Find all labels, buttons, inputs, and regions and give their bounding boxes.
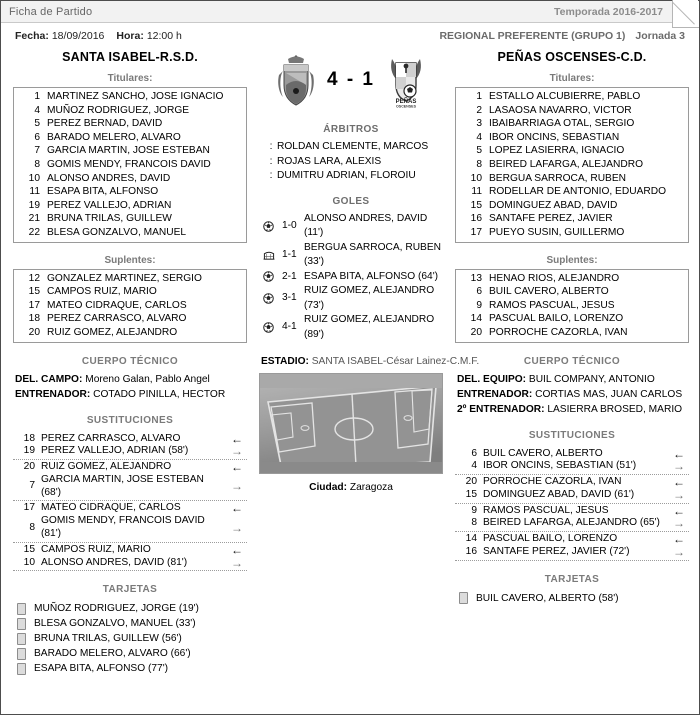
card-player: BUIL CAVERO, ALBERTO (58') [476, 592, 619, 604]
referee-colon: : [269, 170, 273, 181]
list-item [456, 285, 688, 299]
list-item [456, 90, 688, 104]
player-number: 10 [28, 172, 40, 184]
substitution-pair [455, 532, 689, 561]
yellow-card-icon [17, 633, 26, 645]
arrow-out-icon: → [231, 479, 243, 494]
player-name: SANTAFE PEREZ, JAVIER [489, 213, 613, 225]
player-name: PEREZ VALLEJO, ADRIAN (58') [41, 445, 189, 457]
staff-name: Moreno Galan, Pablo Angel [85, 373, 210, 385]
arrow-out-icon: → [231, 520, 243, 535]
player-name: BEIRED LAFARGA, ALEJANDRO (65') [483, 517, 660, 529]
player-name: GARCIA MARTIN, JOSE ESTEBAN (68') [41, 473, 204, 498]
svg-text:PEÑAS: PEÑAS [395, 99, 417, 105]
player-number: 20 [465, 476, 477, 488]
goal-scorer: BERGUA SARROCA, RUBEN (33') [304, 241, 441, 267]
goals-list [259, 212, 443, 343]
player-number: 15 [470, 199, 482, 211]
player-name: GOMIS MENDY, FRANCOIS DAVID (81') [41, 515, 205, 540]
player-name: GARCIA MARTIN, JOSE ESTEBAN [47, 145, 210, 157]
substitution-out-row [455, 460, 689, 473]
player-name: IBAIBARRIAGA OTAL, SERGIO [489, 118, 635, 130]
substitution-pair [13, 460, 247, 501]
player-name: RAMOS PASCUAL, JESUS [483, 504, 609, 516]
player-number: 13 [470, 272, 482, 284]
substitution-in-row [455, 476, 689, 489]
home-subs-label: Suplentes: [104, 254, 156, 266]
substitution-pair [455, 475, 689, 504]
substitution-out-row [13, 445, 247, 458]
staff-role: DEL. CAMPO: [15, 373, 83, 385]
list-item [456, 104, 688, 118]
substitution-out-row [13, 515, 247, 541]
list-item [14, 172, 246, 186]
referee-colon: : [269, 141, 273, 152]
yellow-card-icon [17, 618, 26, 630]
player-name: BEIRED LAFARGA, ALEJANDRO [489, 158, 643, 170]
list-item [456, 312, 688, 326]
soccer-ball-icon [263, 293, 277, 304]
substitution-pair [13, 501, 247, 542]
substitution-in-row [13, 544, 247, 557]
goal-scorer: ALONSO ANDRES, DAVID (11') [304, 212, 428, 238]
list-item [456, 212, 688, 226]
arrow-in-icon: ← [231, 501, 243, 516]
player-number: 8 [34, 158, 40, 170]
away-team-name: PEÑAS OSCENSES-C.D. [497, 50, 647, 64]
away-starters-list [455, 87, 689, 243]
player-number: 6 [471, 447, 477, 459]
list-item [14, 285, 246, 299]
card-player: BARADO MELERO, ALVARO (66') [34, 648, 191, 660]
player-name: LOPEZ LASIERRA, IGNACIO [489, 145, 625, 157]
player-name: LASAOSA NAVARRO, VICTOR [489, 104, 632, 116]
player-number: 15 [465, 488, 477, 500]
staff-role: DEL. EQUIPO: [457, 373, 527, 385]
city-info [259, 482, 443, 493]
player-name: ALONSO ANDRES, DAVID (81') [41, 556, 188, 568]
away-staff-row [449, 403, 695, 417]
stadium-info [259, 356, 480, 367]
substitution-out-row [455, 546, 689, 559]
player-number: 17 [23, 502, 35, 514]
player-name: BUIL CAVERO, ALBERTO [489, 286, 609, 298]
player-number: 9 [471, 504, 477, 516]
staff-name: COTADO PINILLA, HECTOR [93, 388, 226, 400]
stadium-label: ESTADIO: [261, 356, 309, 367]
list-item [456, 226, 688, 240]
list-item [17, 616, 243, 631]
player-name: BRUNA TRILAS, GUILLEW [47, 213, 172, 225]
list-item [14, 226, 246, 240]
player-name: MATEO CIDRAQUE, CARLOS [47, 299, 187, 311]
soccer-ball-icon [263, 322, 277, 333]
player-name: MATEO CIDRAQUE, CARLOS [41, 502, 181, 514]
list-item [14, 272, 246, 286]
player-number: 2 [476, 104, 482, 116]
list-item [17, 631, 243, 646]
home-substitutions-title: SUSTITUCIONES [86, 414, 174, 426]
referees-list [259, 140, 443, 184]
arrow-in-icon: ← [231, 460, 243, 475]
player-number: 8 [471, 517, 477, 529]
score-row [259, 48, 443, 112]
away-staff-row [449, 373, 695, 387]
list-item [263, 212, 443, 241]
substitution-in-row [455, 505, 689, 518]
away-substitutions-list [455, 447, 689, 561]
soccer-ball-icon [263, 271, 277, 282]
list-item [456, 117, 688, 131]
arrow-in-icon: ← [673, 532, 685, 547]
yellow-card-icon [17, 603, 26, 615]
yellow-card-icon [17, 648, 26, 660]
away-substitutions-title: SUSTITUCIONES [528, 429, 616, 441]
player-number: 17 [28, 299, 40, 311]
substitution-pair [13, 543, 247, 572]
player-number: 19 [23, 445, 35, 457]
goal-scorer: ESAPA BITA, ALFONSO (64') [304, 270, 439, 282]
player-name: DOMINGUEZ ABAD, DAVID [489, 199, 618, 211]
goal-score: 4-1 [282, 321, 297, 333]
list-item [263, 270, 443, 285]
list-item [456, 131, 688, 145]
home-starters-label: Titulares: [107, 73, 153, 84]
arrow-out-icon: → [673, 487, 685, 502]
list-item [263, 241, 443, 270]
list-item [265, 169, 443, 184]
substitution-pair [455, 504, 689, 533]
player-name: BLESA GONZALVO, MANUEL [47, 226, 187, 238]
corner-fold-line [672, 1, 699, 28]
player-number: 7 [34, 145, 40, 157]
player-number: 16 [470, 213, 482, 225]
player-name: PORROCHE CAZORLA, IVAN [489, 326, 628, 338]
list-item [456, 272, 688, 286]
time-label: Hora: [116, 30, 144, 42]
player-number: 17 [470, 226, 482, 238]
player-name: BUIL CAVERO, ALBERTO [483, 447, 603, 459]
substitution-in-row [13, 502, 247, 515]
player-number: 12 [28, 272, 40, 284]
arrow-out-icon: → [231, 555, 243, 570]
list-item [14, 131, 246, 145]
away-staff-row [449, 388, 695, 402]
substitution-in-row [13, 433, 247, 446]
player-number: 5 [34, 118, 40, 130]
arrow-in-icon: ← [673, 475, 685, 490]
city-label: Ciudad: [309, 482, 348, 493]
list-item [456, 158, 688, 172]
player-number: 1 [34, 91, 40, 102]
list-item [14, 199, 246, 213]
arrow-out-icon: → [673, 459, 685, 474]
list-item [14, 144, 246, 158]
score-display: 4 - 1 [326, 69, 376, 90]
player-number: 10 [470, 172, 482, 184]
goal-scorer: RUIZ GOMEZ, ALEJANDRO (89') [304, 314, 435, 340]
home-team-name: SANTA ISABEL-R.S.D. [62, 50, 198, 64]
season-label: Temporada 2016-2017 [554, 5, 663, 18]
list-item [456, 185, 688, 199]
player-name: RUIZ GOMEZ, ALEJANDRO [41, 461, 172, 473]
substitution-pair [13, 432, 247, 461]
list-item [14, 90, 246, 104]
player-name: ESTALLO ALCUBIERRE, PABLO [489, 91, 641, 102]
referee-colon: : [269, 155, 273, 167]
page-title: Ficha de Partido [9, 5, 93, 18]
player-name: ALONSO ANDRES, DAVID [47, 172, 171, 184]
city-name: Zaragoza [349, 482, 393, 493]
player-number: 11 [29, 186, 40, 198]
player-name: ESAPA BITA, ALFONSO [47, 186, 159, 198]
player-number: 7 [29, 480, 35, 492]
player-name: GOMIS MENDY, FRANCOIS DAVID [47, 158, 211, 170]
goal-scorer: RUIZ GOMEZ, ALEJANDRO (73') [304, 285, 435, 311]
player-number: 20 [23, 461, 35, 473]
list-item [17, 601, 243, 616]
list-item [14, 326, 246, 340]
list-item [265, 140, 443, 155]
time-value: 12:00 h [146, 30, 182, 42]
player-name: HENAO RIOS, ALEJANDRO [489, 272, 620, 284]
player-number: 4 [34, 104, 40, 116]
list-item [14, 312, 246, 326]
substitution-in-row [455, 533, 689, 546]
list-item [17, 661, 243, 676]
away-subs-label: Suplentes: [546, 254, 598, 266]
player-number: 22 [28, 226, 40, 238]
goal-score: 3-1 [282, 292, 297, 304]
goal-score: 1-0 [282, 219, 297, 231]
home-team-column [7, 42, 253, 676]
player-name: RUIZ GOMEZ, ALEJANDRO [47, 326, 178, 338]
away-cards-list [459, 591, 685, 606]
arrow-in-icon: ← [673, 446, 685, 461]
player-number: 1 [476, 91, 482, 102]
player-name: PORROCHE CAZORLA, IVAN [483, 476, 622, 488]
list-item [456, 299, 688, 313]
player-name: IBOR ONCINS, SEBASTIAN (51') [483, 460, 637, 472]
player-number: 15 [23, 543, 35, 555]
arrow-in-icon: ← [673, 503, 685, 518]
referee-name: ROLDAN CLEMENTE, MARCOS [277, 141, 429, 152]
player-number: 11 [471, 186, 482, 198]
arrow-out-icon: → [673, 545, 685, 560]
referee-name: DUMITRU ADRIAN, FLOROIU [277, 170, 416, 181]
home-staff-row [7, 388, 253, 402]
player-name: PEREZ CARRASCO, ALVARO [41, 432, 181, 444]
player-name: PEREZ BERNAD, DAVID [47, 118, 163, 130]
card-player: BRUNA TRILAS, GUILLEW (56') [34, 633, 182, 645]
window-header [1, 1, 699, 23]
competition-info [439, 30, 685, 42]
card-player: ESAPA BITA, ALFONSO (77') [34, 663, 169, 675]
soccer-ball-icon [263, 221, 277, 232]
player-name: PEREZ CARRASCO, ALVARO [47, 313, 187, 325]
player-name: CAMPOS RUIZ, MARIO [47, 286, 157, 298]
player-number: 20 [28, 326, 40, 338]
player-number: 6 [34, 131, 40, 143]
yellow-card-icon [459, 592, 468, 604]
goal-net-icon [263, 250, 277, 261]
sheet-body [1, 42, 699, 676]
matchday-label: Jornada 3 [635, 30, 685, 42]
competition-name: REGIONAL PREFERENTE (GRUPO 1) [439, 30, 626, 42]
home-cards-list [17, 601, 243, 676]
list-item [17, 646, 243, 661]
date-label: Fecha: [15, 30, 49, 42]
player-name: MARTINEZ SANCHO, JOSE IGNACIO [47, 91, 224, 102]
santa-isabel-crest [273, 51, 319, 109]
referee-name: ROJAS LARA, ALEXIS [277, 155, 382, 167]
referees-title: ÁRBITROS [323, 124, 379, 135]
staff-role: 2º ENTRENADOR: [457, 403, 545, 415]
home-staff-title: CUERPO TÉCNICO [81, 355, 179, 367]
player-number: 9 [476, 299, 482, 311]
staff-role: ENTRENADOR: [15, 388, 91, 400]
goal-score: 1-1 [282, 248, 297, 260]
player-number: 14 [470, 313, 482, 325]
list-item [14, 185, 246, 199]
player-name: SANTAFE PEREZ, JAVIER (72') [483, 546, 630, 558]
home-substitutions-list [13, 432, 247, 572]
stadium-name: SANTA ISABEL-César Lainez-C.M.F. [311, 356, 480, 367]
home-subs-list [13, 269, 247, 343]
player-name: MUÑOZ RODRIGUEZ, JORGE [47, 104, 190, 116]
player-name: BERGUA SARROCA, RUBEN [489, 172, 626, 184]
arrow-out-icon: → [231, 444, 243, 459]
card-player: MUÑOZ RODRIGUEZ, JORGE (19') [34, 603, 199, 615]
player-name: PEREZ VALLEJO, ADRIAN [47, 199, 172, 211]
substitution-pair [455, 447, 689, 476]
substitution-in-row [13, 461, 247, 474]
match-meta [1, 23, 699, 42]
staff-name: LASIERRA BROSED, MARIO [547, 403, 683, 415]
player-name: DOMINGUEZ ABAD, DAVID (61') [483, 488, 635, 500]
goal-score: 2-1 [282, 270, 297, 282]
list-item [14, 299, 246, 313]
away-cards-title: TARJETAS [544, 573, 600, 585]
player-name: CAMPOS RUIZ, MARIO [41, 543, 151, 555]
player-number: 18 [28, 313, 40, 325]
player-name: PASCUAL BAILO, LORENZO [483, 533, 618, 545]
player-number: 20 [470, 326, 482, 338]
player-name: IBOR ONCINS, SEBASTIAN [489, 131, 620, 143]
list-item [14, 158, 246, 172]
player-name: RAMOS PASCUAL, JESUS [489, 299, 615, 311]
substitution-out-row [455, 517, 689, 530]
staff-name: CORTIAS MAS, JUAN CARLOS [535, 388, 683, 400]
player-number: 10 [23, 556, 35, 568]
player-number: 3 [476, 118, 482, 130]
list-item [263, 284, 443, 313]
away-subs-list [455, 269, 689, 343]
substitution-out-row [13, 474, 247, 500]
player-number: 14 [465, 533, 477, 545]
list-item [456, 326, 688, 340]
player-number: 4 [471, 460, 477, 472]
yellow-card-icon [17, 663, 26, 675]
away-staff-title: CUERPO TÉCNICO [523, 355, 621, 367]
player-name: PUEYO SUSIN, GUILLERMO [489, 226, 625, 238]
list-item [263, 313, 443, 342]
player-name: BARADO MELERO, ALVARO [47, 131, 181, 143]
player-name: PASCUAL BAILO, LORENZO [489, 313, 624, 325]
player-number: 18 [23, 432, 35, 444]
staff-name: BUIL COMPANY, ANTONIO [528, 373, 655, 385]
player-number: 16 [465, 546, 477, 558]
list-item [456, 144, 688, 158]
date-value: 18/09/2016 [51, 30, 105, 42]
player-number: 15 [28, 286, 40, 298]
svg-text:OSCENSES: OSCENSES [396, 104, 417, 109]
list-item [456, 172, 688, 186]
home-staff-row [7, 373, 253, 387]
list-item [14, 117, 246, 131]
arrow-out-icon: → [673, 516, 685, 531]
substitution-out-row [455, 489, 689, 502]
list-item [456, 199, 688, 213]
player-number: 8 [29, 521, 35, 533]
away-starters-label: Titulares: [549, 73, 595, 84]
player-number: 6 [476, 286, 482, 298]
substitution-in-row [455, 448, 689, 461]
penas-oscenses-crest [383, 51, 429, 109]
date-time-info [15, 30, 194, 42]
card-player: BLESA GONZALVO, MANUEL (33') [34, 618, 196, 630]
list-item [459, 591, 685, 606]
list-item [14, 212, 246, 226]
home-cards-title: TARJETAS [102, 584, 158, 596]
player-name: RODELLAR DE ANTONIO, EDUARDO [489, 186, 666, 198]
goals-title: GOLES [332, 195, 370, 207]
player-number: 8 [476, 158, 482, 170]
arrow-in-icon: ← [231, 431, 243, 446]
player-number: 19 [28, 199, 40, 211]
player-name: GONZALEZ MARTINEZ, SERGIO [47, 272, 202, 284]
home-starters-list [13, 87, 247, 243]
stadium-photo [259, 373, 443, 474]
staff-role: ENTRENADOR: [457, 388, 533, 400]
player-number: 4 [476, 131, 482, 143]
arrow-in-icon: ← [231, 542, 243, 557]
away-team-column [449, 42, 695, 606]
substitution-out-row [13, 557, 247, 570]
list-item [265, 155, 443, 170]
list-item [14, 104, 246, 118]
player-number: 21 [28, 213, 40, 225]
player-number: 5 [476, 145, 482, 157]
